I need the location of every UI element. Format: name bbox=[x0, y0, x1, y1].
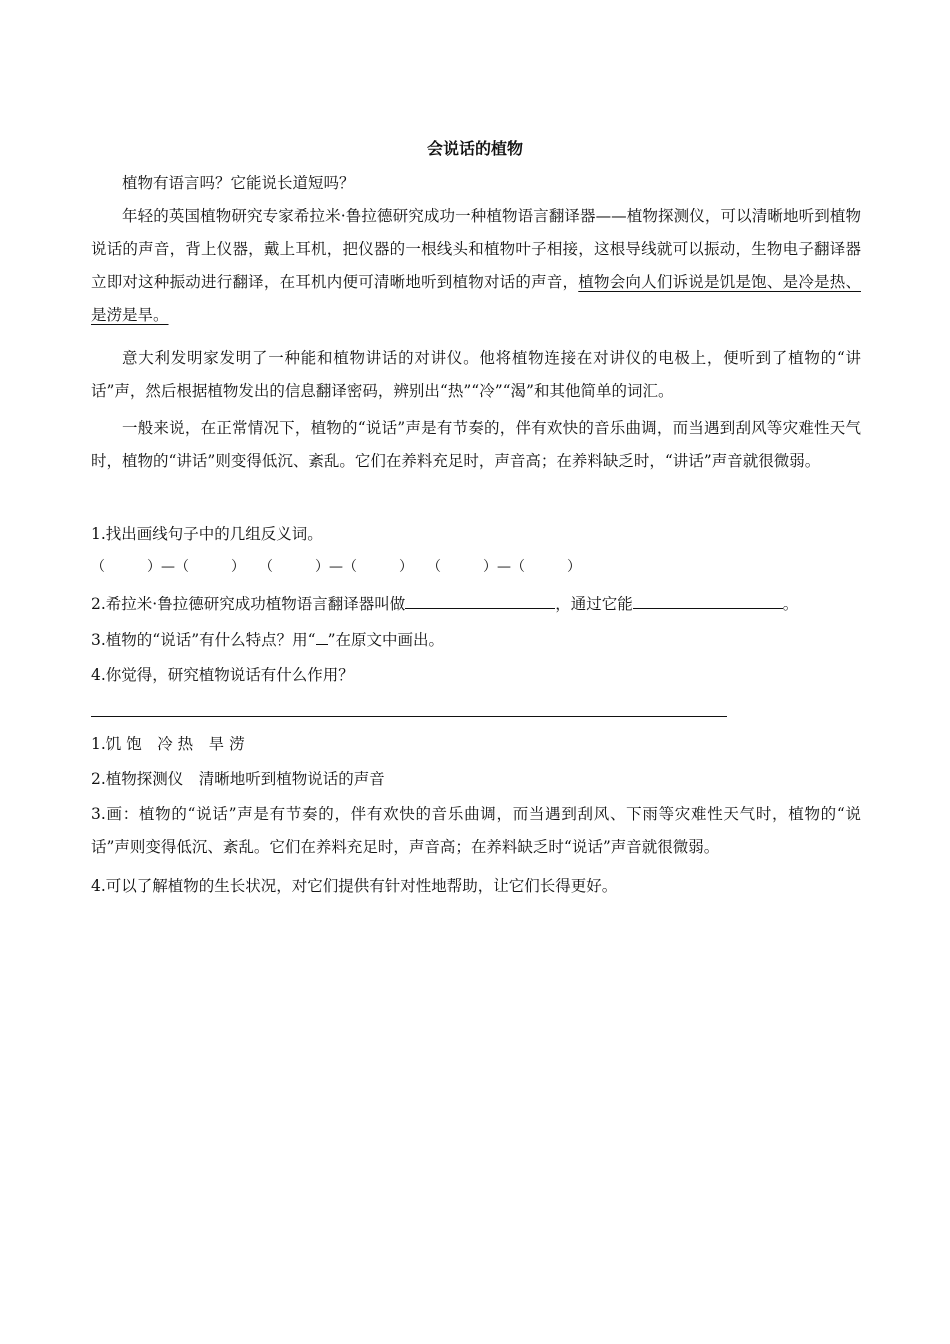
question-3-text-a: 3.植物的“说话”有什么特点？用“ bbox=[91, 631, 316, 649]
question-1: 1.找出画线句子中的几组反义词。 bbox=[91, 525, 323, 543]
question-3-text-b: ”在原文中画出。 bbox=[327, 631, 444, 649]
question-4: 4.你觉得，研究植物说话有什么作用？ bbox=[91, 666, 354, 684]
question-1-answer-pairs: （ ）—（ ） （ ）—（ ） （ ）—（ ） bbox=[91, 559, 581, 575]
passage-paragraph-2-text: 年轻的英国植物研究专家希拉米·鲁拉德研究成功一种植物语言翻译器——植物探测仪，可以清晰地听到植物说话的声音，背上仪器，戴上耳机，把仪器的一根线头和植物叶子相接，这根导线就可以振动，生物电子翻译器立即对这种振动进行翻译，在耳机内便可清晰地听到植物对话的声音， bbox=[91, 207, 861, 291]
answer-1: 1.饥 饱 冷 热 旱 涝 bbox=[91, 735, 245, 753]
underline-mark bbox=[316, 632, 328, 645]
answer-blank-2[interactable] bbox=[633, 594, 783, 609]
question-2-text-c: 。 bbox=[782, 595, 799, 613]
passage-paragraph-4: 一般来说，在正常情况下，植物的“说话”声是有节奏的，伴有欢快的音乐曲调，而当遇到刮风等灾难性天气时，植物的“讲话”则变得低沉、紊乱。它们在养料充足时，声音高；在养料缺乏时，“讲话”声音就很微弱。 bbox=[91, 419, 861, 470]
passage-paragraph-3: 意大利发明家发明了一种能和植物讲话的对讲仪。他将植物连接在对讲仪的电极上，便听到了植物的“讲话”声，然后根据植物发出的信息翻译密码，辨别出“热”“冷”“渴”和其他简单的词汇。 bbox=[91, 349, 861, 400]
answer-3: 3.画：植物的“说话”声是有节奏的，伴有欢快的音乐曲调，而当遇到刮风、下雨等灾难性天气时，植物的“说话”声则变得低沉、紊乱。它们在养料充足时，声音高；在养料缺乏时“说话”声音就很微弱。 bbox=[91, 805, 861, 856]
answer-2: 2.植物探测仪 清晰地听到植物说话的声音 bbox=[91, 770, 385, 788]
question-2-text-a: 2.希拉米·鲁拉德研究成功植物语言翻译器叫做 bbox=[91, 595, 406, 613]
answer-4: 4.可以了解植物的生长状况，对它们提供有针对性地帮助，让它们长得更好。 bbox=[91, 877, 618, 895]
underlined-sentence: 植物会向人们诉说是饥是饱、是冷是热、是涝是旱。 bbox=[91, 273, 861, 324]
answer-blank-1[interactable] bbox=[405, 594, 555, 609]
question-2-text-b: ，通过它能 bbox=[555, 595, 633, 613]
question-3 bbox=[91, 624, 871, 657]
answer-line bbox=[91, 716, 727, 717]
page-title: 会说话的植物 bbox=[426, 139, 523, 158]
question-2 bbox=[91, 588, 871, 621]
passage-paragraph-1: 植物有语言吗？它能说长道短吗？ bbox=[122, 174, 355, 192]
passage-paragraph-2 bbox=[91, 200, 861, 332]
